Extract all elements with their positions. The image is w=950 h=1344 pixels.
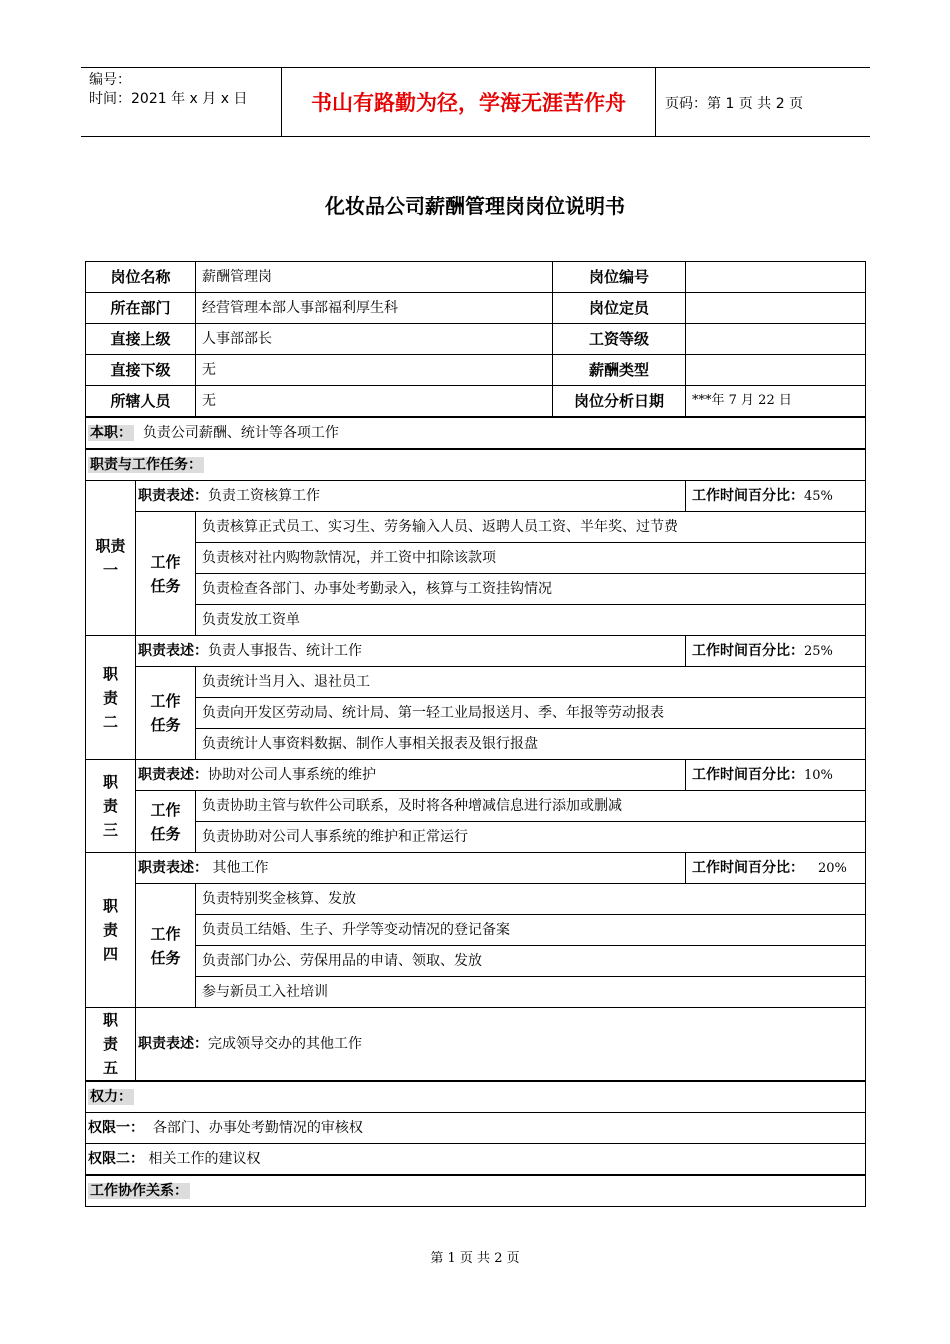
pay-type-label: 薪酬类型: [553, 355, 686, 386]
duty-2-task-row: [86, 667, 866, 698]
row-dept: [86, 293, 866, 324]
duty-2-pct: 25%: [804, 643, 833, 659]
duty-4-pct-cell: [686, 853, 866, 884]
duty-3-statement-row: [86, 760, 866, 791]
analysis-date-label: 岗位分析日期: [553, 386, 686, 418]
powers-header-cell: [86, 1081, 866, 1113]
duty-1-pct-label: 工作时间百分比：: [692, 487, 805, 504]
row-subordinate: [86, 355, 866, 386]
duty-3-statement-cell: [136, 760, 686, 791]
duty-2-pct-label: 工作时间百分比：: [692, 642, 805, 659]
duty-1-task-3: 负责检查各部门、办事处考勤录入，核算与工资挂钩情况: [196, 574, 866, 605]
row-superior: [86, 324, 866, 355]
analysis-date-value: ***年 7 月 22 日: [686, 386, 866, 418]
duty-2-task-1: 负责统计当月入、退社员工: [196, 667, 866, 698]
duty-3-statement-label: 职责表述：: [138, 767, 208, 783]
superior-value: 人事部部长: [196, 324, 553, 355]
duty-1-task-row: [86, 543, 866, 574]
duty-4-statement: 其他工作: [208, 860, 269, 876]
page-footer: 第 1 页 共 2 页: [430, 1251, 520, 1266]
duty-4-task-1: 负责特别奖金核算、发放: [196, 884, 866, 915]
duty-1-statement-cell: [136, 481, 686, 512]
post-no-value: [686, 262, 866, 293]
duty-1-statement: 负责工资核算工作: [208, 488, 320, 504]
row-post-name: [86, 262, 866, 293]
duty-1-task-4: 负责发放工资单: [196, 605, 866, 636]
quota-value: [686, 293, 866, 324]
doc-time: 时间：2021 年 x 月 x 日: [89, 91, 248, 107]
power-1-text: 各部门、办事处考勤情况的审核权: [152, 1120, 363, 1136]
dept-label: 所在部门: [86, 293, 196, 324]
document-title: 化妆品公司薪酬管理岗岗位说明书: [325, 194, 625, 218]
duty-1-statement-label: 职责表述：: [138, 488, 208, 504]
duty-4-statement-row: [86, 853, 866, 884]
duty-3-pct: 10%: [804, 767, 833, 783]
power-1-cell: [86, 1113, 866, 1144]
row-duties-header: [86, 449, 866, 481]
duty-4-statement-cell: [136, 853, 686, 884]
duties-header-cell: [86, 449, 866, 481]
duty-3-task-label: [136, 791, 196, 853]
duty-3-label: [86, 760, 136, 853]
duty-3-task-row: [86, 822, 866, 853]
duty-1-label: 职责一: [86, 481, 136, 636]
main-duty-cell: [86, 417, 866, 449]
staff-label: 所辖人员: [86, 386, 196, 418]
duty-3-statement: 协助对公司人事系统的维护: [208, 767, 376, 783]
duty-4-statement-label: 职责表述：: [138, 860, 208, 876]
duty-3-task-row: [86, 791, 866, 822]
row-power-2: [86, 1144, 866, 1176]
power-2-label: 权限二：: [88, 1151, 144, 1167]
power-2-text: 相关工作的建议权: [148, 1151, 261, 1167]
power-1-label: 权限一：: [88, 1120, 144, 1136]
duty-5-statement-label: 职责表述：: [138, 1036, 208, 1052]
post-no-label: 岗位编号: [553, 262, 686, 293]
header-motto: 书山有路勤为径，学海无涯苦作舟: [281, 68, 656, 136]
duty-4-pct-label: 工作时间百分比：: [692, 859, 805, 876]
header-meta: [89, 71, 247, 109]
duty-3-task-label-text: 工作任务: [150, 800, 181, 843]
quota-label: 岗位定员: [553, 293, 686, 324]
duty-2-pct-cell: [686, 636, 866, 667]
duty-2-statement: 负责人事报告、统计工作: [208, 643, 362, 659]
superior-label: 直接上级: [86, 324, 196, 355]
duty-2-task-2: 负责向开发区劳动局、统计局、第一轻工业局报送月、季、年报等劳动报表: [196, 698, 866, 729]
duty-4-task-2: 负责员工结婚、生子、升学等变动情况的登记备案: [196, 915, 866, 946]
duty-4-label-text: 职责四: [102, 897, 118, 963]
subordinate-value: 无: [196, 355, 553, 386]
duty-2-task-3: 负责统计人事资料数据、制作人事相关报表及银行报盘: [196, 729, 866, 760]
duty-1-task-label: [136, 512, 196, 636]
page-header: [81, 67, 870, 137]
row-main-duty: [86, 417, 866, 449]
main-duty-label: 本职：: [90, 425, 132, 441]
power-2-cell: [86, 1144, 866, 1176]
grade-value: [686, 324, 866, 355]
dept-value: 经营管理本部人事部福利厚生科: [196, 293, 553, 324]
duty-1-pct: 45%: [804, 488, 833, 504]
duty-3-pct-cell: [686, 760, 866, 791]
powers-label: 权力：: [90, 1089, 132, 1105]
duty-4-label: [86, 853, 136, 1008]
duty-2-statement-label: 职责表述：: [138, 643, 208, 659]
duty-1-task-label-text: 工作任务: [150, 552, 181, 595]
row-power-1: [86, 1113, 866, 1144]
duty-1-task-row: [86, 605, 866, 636]
cooperation-label: 工作协作关系：: [90, 1183, 188, 1199]
duty-1-task-2: 负责核对社内购物款情况，并工资中扣除该款项: [196, 543, 866, 574]
grade-label: 工资等级: [553, 324, 686, 355]
duty-3-label-text: 职责三: [102, 773, 118, 839]
row-cooperation: [86, 1175, 866, 1207]
duty-4-task-3: 负责部门办公、劳保用品的申请、领取、发放: [196, 946, 866, 977]
duty-2-task-row: [86, 698, 866, 729]
duty-5-label: [86, 1008, 136, 1082]
duty-2-label: [86, 636, 136, 760]
duty-4-task-label-text: 工作任务: [150, 924, 181, 967]
duty-1-task-row: [86, 574, 866, 605]
duty-3-pct-label: 工作时间百分比：: [692, 766, 805, 783]
pay-type-value: [686, 355, 866, 386]
duty-4-task-row: [86, 884, 866, 915]
duty-4-pct: 20%: [818, 860, 847, 876]
duty-5-label-text: 职责五: [102, 1011, 118, 1077]
duty-5-statement-cell: [136, 1008, 866, 1082]
duty-4-task-row: [86, 977, 866, 1008]
staff-value: 无: [196, 386, 553, 418]
duty-4-task-row: [86, 915, 866, 946]
header-page-info: 页码：第 1 页 共 2 页: [665, 96, 804, 112]
duty-2-task-row: [86, 729, 866, 760]
duty-2-task-label-text: 工作任务: [150, 692, 181, 734]
main-duty-text: 负责公司薪酬、统计等各项工作: [142, 425, 339, 441]
duty-2-statement-cell: [136, 636, 686, 667]
row-staff: [86, 386, 866, 418]
duty-3-task-2: 负责协助对公司人事系统的维护和正常运行: [196, 822, 866, 853]
doc-number-label: 编号：: [89, 72, 131, 88]
duty-4-task-4: 参与新员工入社培训: [196, 977, 866, 1008]
duty-2-task-label: [136, 667, 196, 760]
post-name-label: 岗位名称: [86, 262, 196, 293]
row-powers-header: [86, 1081, 866, 1113]
duty-1-task-row: [86, 512, 866, 543]
cooperation-cell: [86, 1175, 866, 1207]
duty-5-row: [86, 1008, 866, 1082]
post-name-value: 薪酬管理岗: [196, 262, 553, 293]
duty-1-pct-cell: [686, 481, 866, 512]
job-description-table: [85, 261, 866, 1207]
duty-1-statement-row: [86, 481, 866, 512]
duty-5-statement: 完成领导交办的其他工作: [208, 1036, 362, 1052]
duty-1-task-1: 负责核算正式员工、实习生、劳务输入人员、返聘人员工资、半年奖、过节费: [196, 512, 866, 543]
duty-2-label-text: 职责二: [102, 664, 118, 731]
duties-header-label: 职责与工作任务：: [90, 457, 202, 473]
duty-2-statement-row: [86, 636, 866, 667]
duty-3-task-1: 负责协助主管与软件公司联系，及时将各种增减信息进行添加或删减: [196, 791, 866, 822]
duty-4-task-label: [136, 884, 196, 1008]
duty-4-task-row: [86, 946, 866, 977]
subordinate-label: 直接下级: [86, 355, 196, 386]
